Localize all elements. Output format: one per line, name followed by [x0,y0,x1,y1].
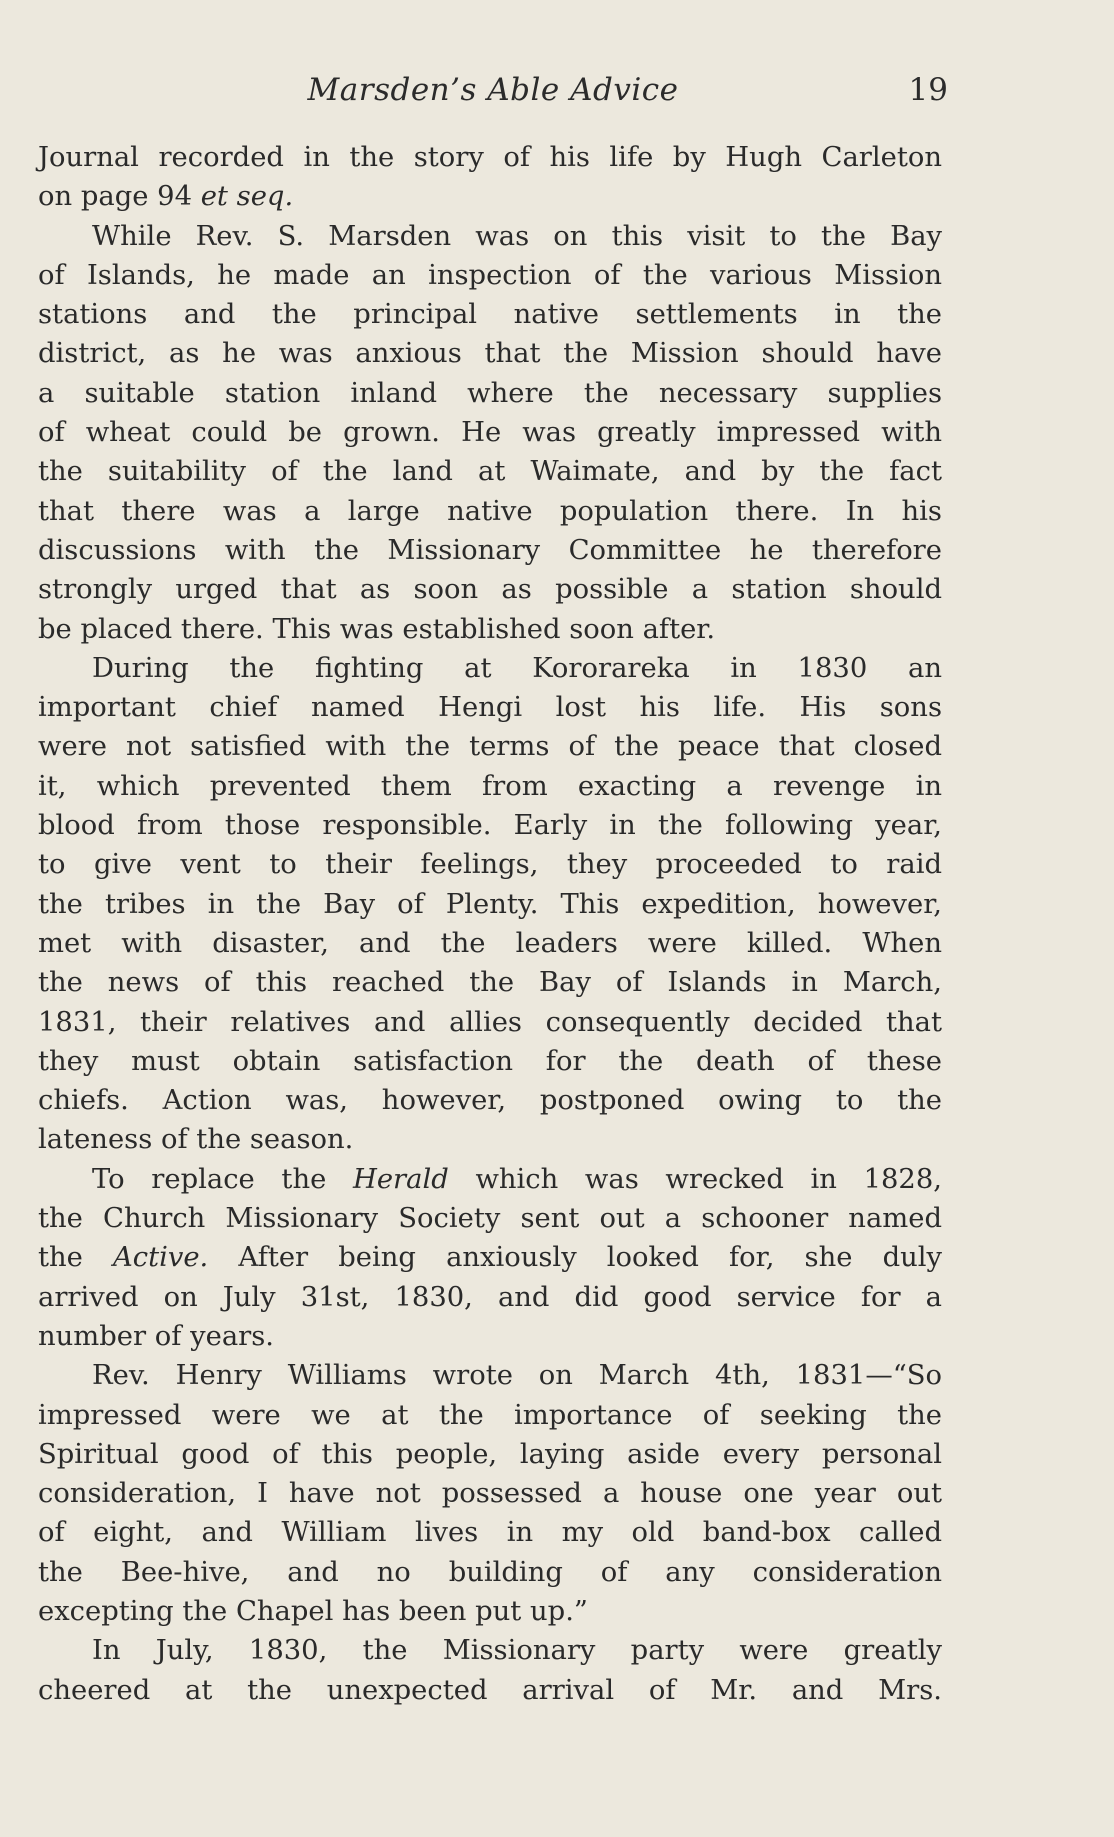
text-line: blood from those responsible. Early in the following year, [38,810,942,842]
text-line: met with disaster, and the leaders were killed. When [38,927,942,959]
text-line: arrived on July 31st, 1830, and did good service for a [38,1281,942,1313]
text-line: district, as he was anxious that the Mission should have [38,338,942,370]
text-line: Rev. Henry Williams wrote on March 4th, 1831—“So [92,1360,942,1392]
paragraph [38,1356,942,1631]
text-line: the news of this reached the Bay of Islands in March, [38,967,942,999]
text-line: consideration, I have not possessed a house one year out [38,1478,942,1510]
text-line: excepting the Chapel has been put up.” [38,1595,588,1627]
text-line: to give vent to their feelings, they proceeded to raid [38,849,942,881]
text-line: the suitability of the land at Waimate, and by the fact [38,456,942,488]
italic-text: Active. [112,1242,209,1274]
paragraph [38,138,942,217]
paragraph [38,1631,942,1710]
text-line: they must obtain satisfaction for the death of these [38,1045,942,1077]
paragraph [38,1160,942,1356]
page-header [38,72,948,116]
text-line: number of years. [38,1320,275,1352]
text-line: While Rev. S. Marsden was on this visit to the Bay [92,220,942,252]
italic-text: Herald [352,1163,449,1195]
page-number: 19 [908,72,948,108]
running-title: Marsden’s Able Advice [307,72,679,108]
text-line: on page 94 et seq. [38,181,294,213]
paragraph [38,217,942,649]
text-line: of eight, and William lives in my old band-box called [38,1517,942,1549]
text-line: Spiritual good of this people, laying aside every personal [38,1438,942,1470]
text-line: were not satisfied with the terms of the peace that closed [38,731,942,763]
text-line: strongly urged that as soon as possible a station should [38,574,942,606]
body-text [38,138,942,1710]
text-line: 1831, their relatives and allies consequently decided that [38,1006,942,1038]
text-line: that there was a large native population there. In his [38,495,942,527]
text-line: of wheat could be grown. He was greatly impressed with [38,417,942,449]
text-line: cheered at the unexpected arrival of Mr. and Mrs. [38,1674,942,1706]
text-line: of Islands, he made an inspection of the various Mission [38,259,942,291]
text-line: To replace the Herald which was wrecked in 1828, [92,1163,942,1195]
text-line: discussions with the Missionary Committee he therefore [38,534,942,566]
text-line: the Church Missionary Society sent out a schooner named [38,1203,942,1235]
text-line: impressed were we at the importance of seeking the [38,1399,942,1431]
text-line: the tribes in the Bay of Plenty. This expedition, however, [38,888,942,920]
text-line: lateness of the season. [38,1124,354,1156]
paragraph [38,649,942,1160]
text-line: In July, 1830, the Missionary party were greatly [92,1635,942,1667]
text-line: a suitable station inland where the necessary supplies [38,377,942,409]
italic-text: et seq. [200,181,294,213]
text-line: it, which prevented them from exacting a revenge in [38,770,942,802]
text-line: During the fighting at Kororareka in 1830 an [92,652,942,684]
text-line: chiefs. Action was, however, postponed owing to the [38,1085,942,1117]
text-line: stations and the principal native settlements in the [38,299,942,331]
text-line: important chief named Hengi lost his life. His sons [38,692,942,724]
text-line: the Bee-hive, and no building of any consideration [38,1556,942,1588]
text-line: the Active. After being anxiously looked for, she duly [38,1242,942,1274]
text-line: be placed there. This was established soon after. [38,613,716,645]
text-line: Journal recorded in the story of his life by Hugh Carleton [38,142,942,173]
